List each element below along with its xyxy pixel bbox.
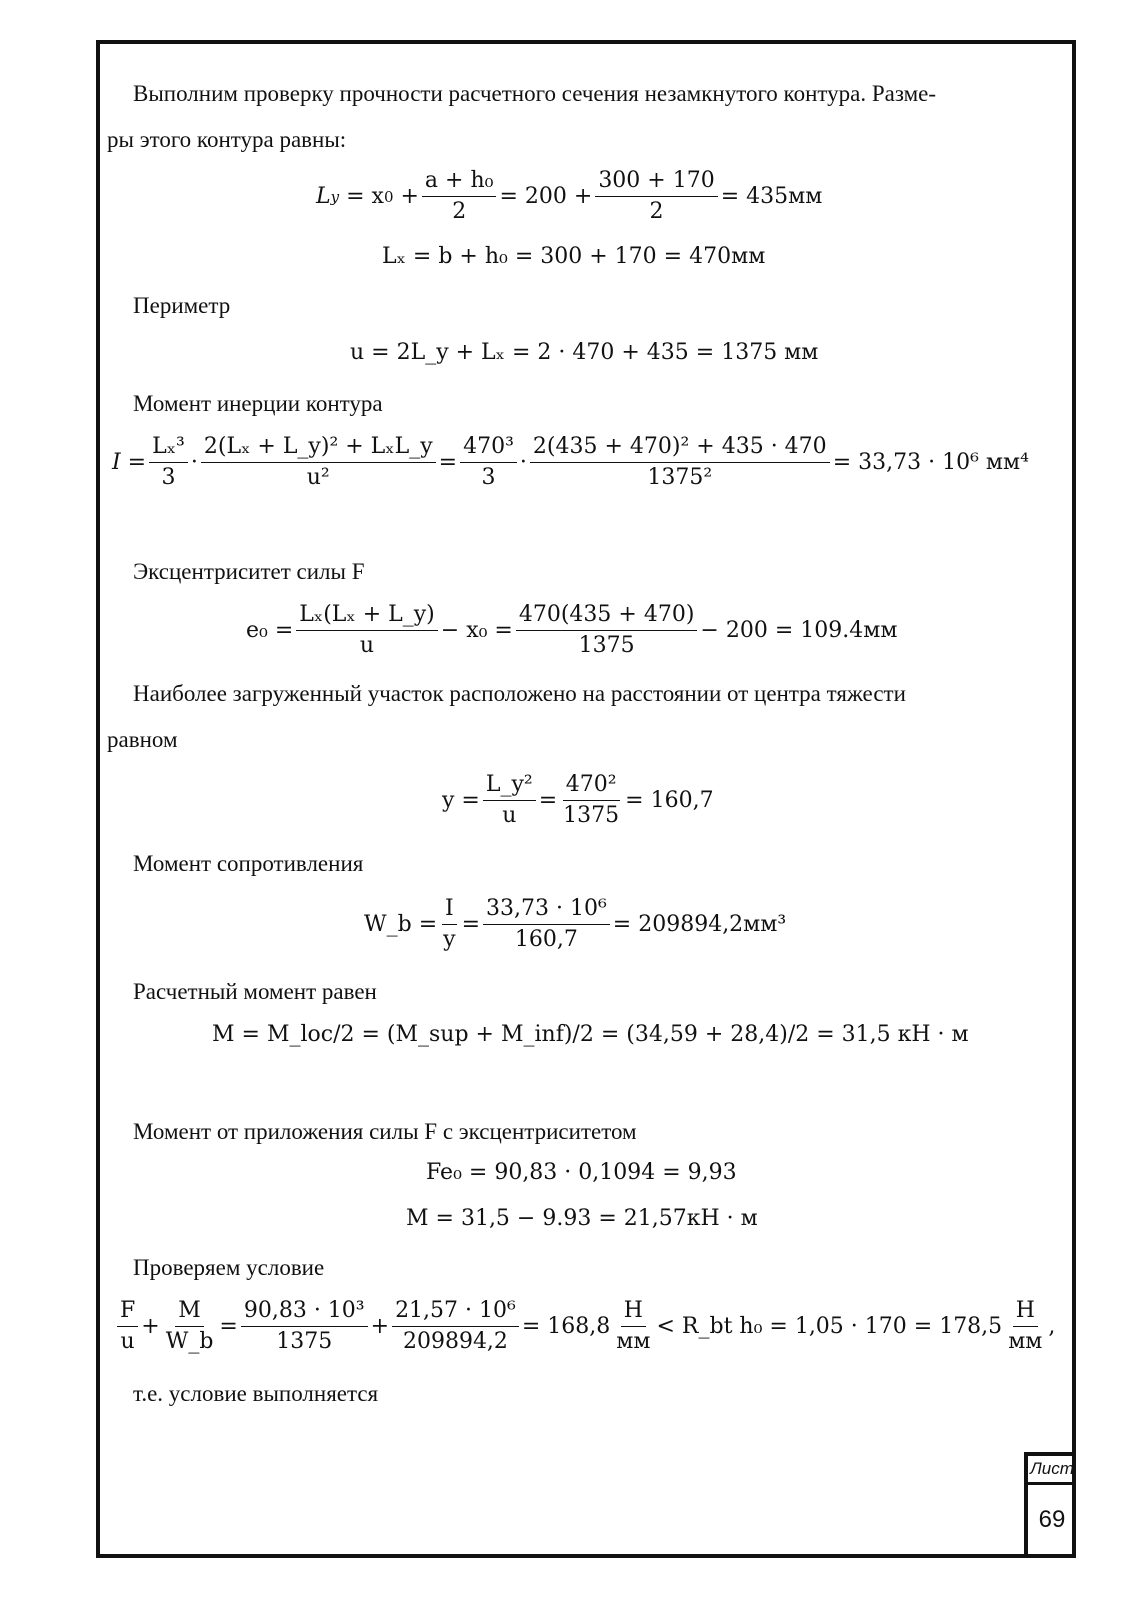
text-moment-ecc: Момент от приложения силы F с эксцентриситетом	[133, 1119, 637, 1144]
text-loaded-line1: Наиболее загруженный участок расположено на расстоянии от центра тяжести	[133, 681, 906, 706]
equation-e0: e₀ = $\frac{\text{Lₓ(Lₓ + L\_y)}}{u}$ − x₀ = $\frac{470(435 + 470)}{1375}$ − 200 = 109.4мм	[246, 602, 898, 658]
equation-u: u = 2L_y + Lₓ = 2 · 470 + 435 = 1375 мм	[350, 340, 819, 365]
sheet-label: Лист	[1028, 1456, 1076, 1485]
equation-fe0: Fe₀ = 90,83 · 0,1094 = 9,93	[426, 1160, 737, 1185]
text-perimeter: Периметр	[133, 293, 231, 318]
text-eccentricity: Эксцентриситет силы F	[133, 559, 365, 584]
equation-lx: Lₓ = b + h₀ = 300 + 170 = 470мм	[382, 244, 766, 269]
sheet-stamp	[1024, 1452, 1076, 1558]
equation-y: y = $\frac{\text{L\_y²}}{u}$ = $\frac{\text{470²}}{1375}$ = 160,7	[442, 772, 714, 828]
text-intro-line2: ры этого контура равны:	[107, 127, 347, 152]
sheet-number: 69	[1038, 1506, 1066, 1533]
equation-condition: $\frac{F}{u}$ + $\frac{M}{W\_b}$ = $\frac{\text{90,83 · 10³}}{1375}$ + $\frac{\text{21,57 · 10⁶}}{209894,2}$ = 168,8 $\frac{Н}{мм}$ < R_bt h₀ = 1,05 · 170 = 178,5 $\frac{Н}{мм}$ ,	[114, 1296, 1055, 1357]
equation-wb: W_b = $\frac{I}{y}$ = $\frac{\text{33,73 · 10⁶}}{160,7}$ = 209894,2мм³	[364, 896, 787, 952]
equation-m: M = M_loc/2 = (M_sup + M_inf)/2 = (34,59 + 28,4)/2 = 31,5 кН · м	[212, 1022, 969, 1047]
text-design-moment: Расчетный момент равен	[133, 979, 377, 1004]
equation-ly: L y = x 0 + $\frac{\text{a + h₀}}{2}$ = 200 + $\frac{300 + 170}{2}$ = 435мм	[316, 168, 823, 224]
text-inertia: Момент инерции контура	[133, 391, 383, 416]
text-loaded-line2: равном	[107, 727, 178, 752]
equation-m2: M = 31,5 − 9.93 = 21,57кН · м	[406, 1206, 758, 1231]
text-check: Проверяем условие	[133, 1255, 325, 1280]
text-resistance: Момент сопротивления	[133, 851, 364, 876]
text-result: т.е. условие выполняется	[133, 1381, 379, 1406]
equation-inertia: I = $\frac{\text{Lₓ³}}{3}$ · $\frac{\text{2(Lₓ + L\_y)² + LₓL\_y}}{\text{u²}}$ = $\frac{\text{470³}}{3}$ · $\frac{\text{2(435 + 470)² + 435 · 470}}{\text{1375²}}$ = 33,73 · 10⁶ мм⁴	[112, 434, 1029, 490]
text-intro-line1: Выполним проверку прочности расчетного сечения незамкнутого контура. Разме-	[133, 81, 937, 106]
